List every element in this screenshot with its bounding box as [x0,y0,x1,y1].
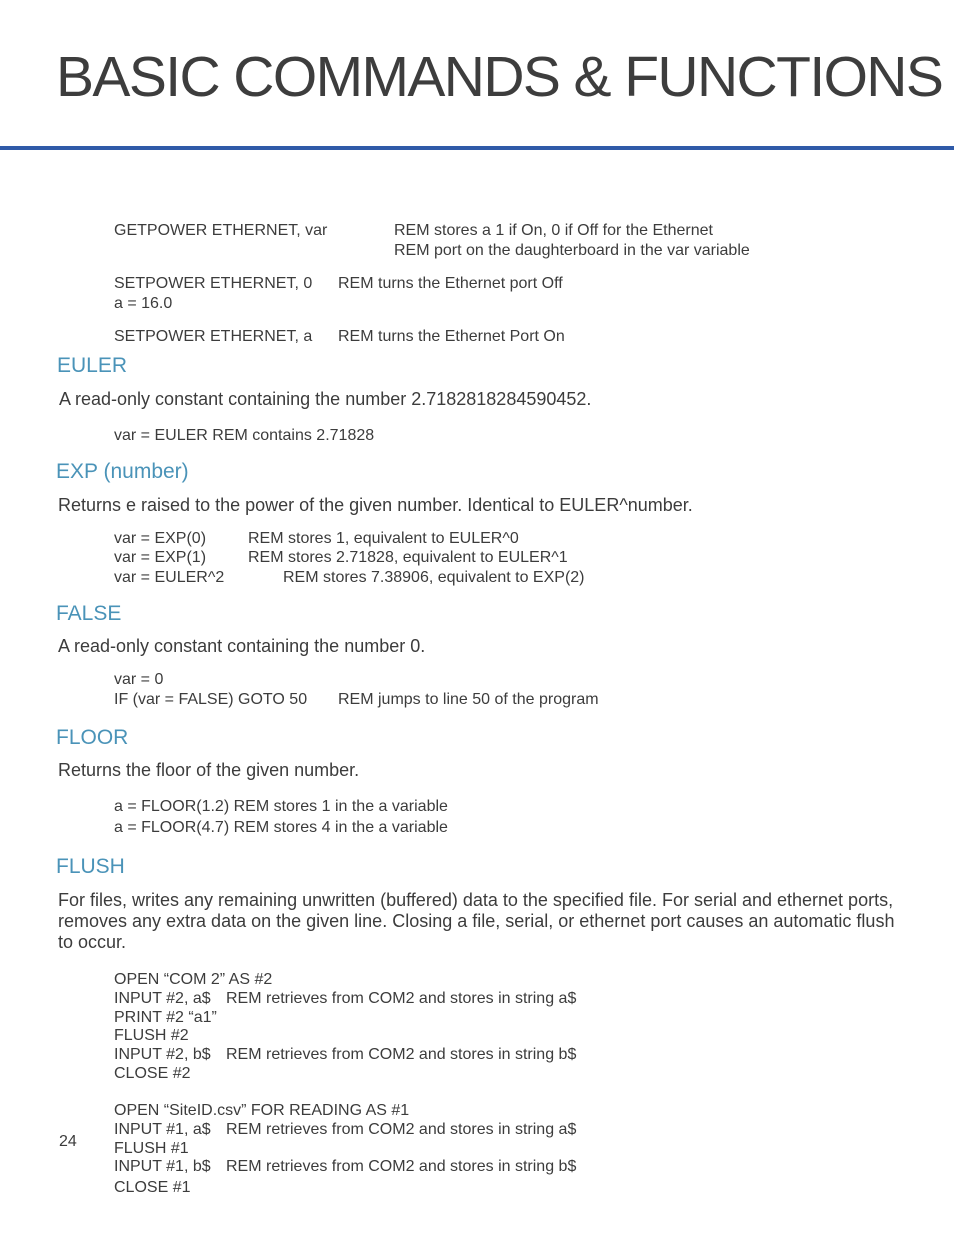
code-remark: REM retrieves from COM2 and stores in string b$ [226,1158,577,1175]
code-line: a = FLOOR(1.2) REM stores 1 in the a variable [114,798,448,815]
section-heading: EULER [57,354,128,377]
section-description: A read-only constant containing the number 0. [58,636,426,656]
code-line: PRINT #2 “a1” [114,1009,217,1026]
code-line: SETPOWER ETHERNET, a [114,328,313,345]
code-line: OPEN “COM 2” AS #2 [114,971,273,988]
code-remark: REM retrieves from COM2 and stores in string a$ [226,990,577,1007]
code-line: var = 0 [114,671,164,688]
section-description: Returns e raised to the power of the given number. Identical to EULER^number. [58,495,693,515]
code-remark: REM jumps to line 50 of the program [338,691,599,708]
code-line: FLUSH #2 [114,1027,189,1044]
code-remark: REM retrieves from COM2 and stores in string b$ [226,1046,577,1063]
code-line: var = EXP(1) [114,549,207,566]
section-description: For files, writes any remaining unwritten (buffered) data to the specified file. For serial and ethernet ports, removes any extra data on the given line. Closing a file, serial, or ethernet port causes an automatic flush to occur. [58,890,895,952]
code-line: var = EULER^2 [114,569,225,586]
section-heading: FLUSH [56,855,125,878]
code-line: INPUT #2, b$ [114,1046,211,1063]
code-line: IF (var = FALSE) GOTO 50 [114,691,308,708]
code-line: INPUT #2, a$ [114,990,211,1007]
code-line: FLUSH #1 [114,1140,189,1157]
section-description: Returns the floor of the given number. [58,760,360,780]
section-heading: FALSE [56,602,122,625]
page-number: 24 [59,1133,77,1150]
code-remark: REM retrieves from COM2 and stores in string a$ [226,1121,577,1138]
code-line: INPUT #1, a$ [114,1121,211,1138]
code-line: INPUT #1, b$ [114,1158,211,1175]
code-remark: REM port on the daughterboard in the var variable [394,242,750,259]
section-heading: EXP (number) [56,460,189,483]
code-line: CLOSE #2 [114,1065,191,1082]
code-line: var = EXP(0) [114,530,207,547]
code-line: a = FLOOR(4.7) REM stores 4 in the a variable [114,819,448,836]
section-description: A read-only constant containing the number 2.7182818284590452. [59,389,592,409]
code-remark: REM stores 7.38906, equivalent to EXP(2) [283,569,585,586]
code-remark: REM turns the Ethernet Port On [338,328,565,345]
code-remark: REM turns the Ethernet port Off [338,275,563,292]
code-line: SETPOWER ETHERNET, 0 [114,275,313,292]
page-title: BASIC COMMANDS & FUNCTIONS [56,45,943,109]
code-line: a = 16.0 [114,295,173,312]
code-remark: REM stores 1, equivalent to EULER^0 [248,530,519,547]
code-line: OPEN “SiteID.csv” FOR READING AS #1 [114,1102,410,1119]
code-remark: REM stores 2.71828, equivalent to EULER^1 [248,549,568,566]
code-remark: REM stores a 1 if On, 0 if Off for the Ethernet [394,222,713,239]
code-line: var = EULER REM contains 2.71828 [114,427,375,444]
code-line: GETPOWER ETHERNET, var [114,222,328,239]
title-rule [0,146,954,150]
code-line: CLOSE #1 [114,1179,191,1196]
section-heading: FLOOR [56,726,129,749]
